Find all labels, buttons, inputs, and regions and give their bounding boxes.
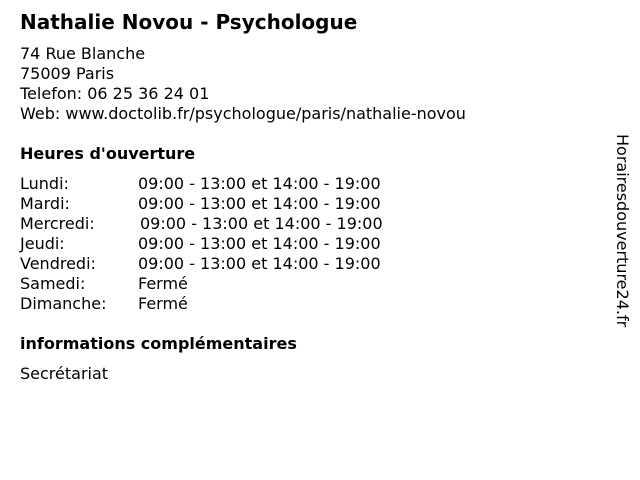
page-title: Nathalie Novou - Psychologue <box>20 10 358 34</box>
day-label: Samedi: <box>20 274 86 293</box>
address-block <box>20 44 466 124</box>
additional-info-heading: informations complémentaires <box>20 334 297 353</box>
street-address: 74 Rue Blanche <box>20 44 146 63</box>
day-hours: 09:00 - 13:00 et 14:00 - 19:00 <box>138 234 381 253</box>
opening-hours-heading: Heures d'ouverture <box>20 144 196 163</box>
website: Web: www.doctolib.fr/psychologue/paris/nathalie-novou <box>20 104 466 123</box>
day-label: Lundi: <box>20 174 69 193</box>
day-label: Mercredi: <box>20 214 95 233</box>
site-watermark <box>612 134 632 344</box>
additional-info-text: Secrétariat <box>20 364 109 383</box>
day-hours: Fermé <box>138 274 188 293</box>
city-postcode: 75009 Paris <box>20 64 115 83</box>
day-hours: 09:00 - 13:00 et 14:00 - 19:00 <box>138 194 381 213</box>
day-hours: Fermé <box>138 294 188 313</box>
day-label: Jeudi: <box>20 234 65 253</box>
day-label: Mardi: <box>20 194 70 213</box>
day-label: Vendredi: <box>20 254 96 273</box>
day-hours: 09:00 - 13:00 et 14:00 - 19:00 <box>140 214 383 233</box>
day-hours: 09:00 - 13:00 et 14:00 - 19:00 <box>138 174 381 193</box>
watermark-text: Horairesdouverture24.fr <box>613 134 632 328</box>
day-label: Dimanche: <box>20 294 107 313</box>
day-hours: 09:00 - 13:00 et 14:00 - 19:00 <box>138 254 381 273</box>
phone-number: Telefon: 06 25 36 24 01 <box>20 84 210 103</box>
